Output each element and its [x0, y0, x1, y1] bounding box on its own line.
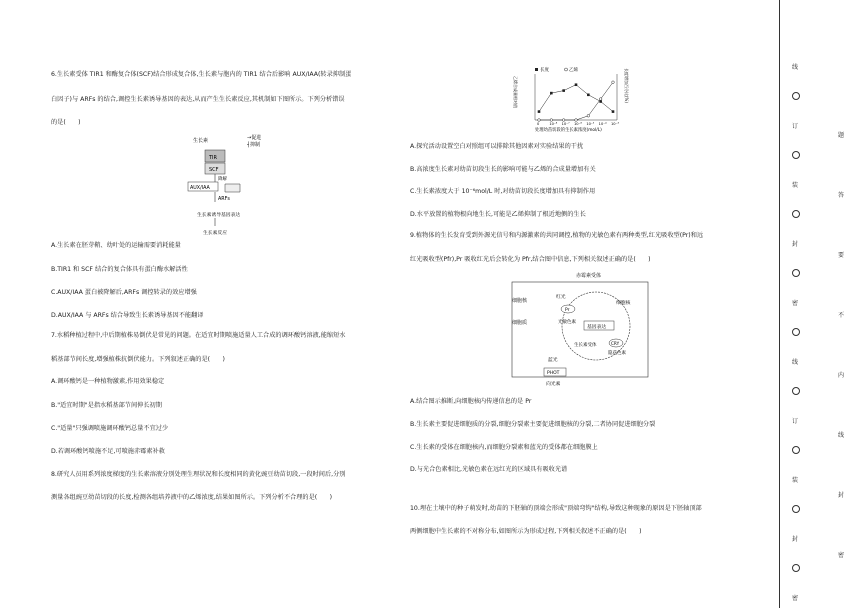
point-length [562, 89, 565, 92]
binding-right-char: 要 [838, 252, 845, 259]
y-label-right: 长度增加百分比(%) [624, 68, 629, 103]
point-length [550, 92, 553, 95]
fig6-auxin: 生长素 [193, 138, 209, 144]
fig6-auxiaa: AUX/IAA [190, 186, 210, 191]
fig9-receptor: 赤霉素受体 [576, 273, 602, 279]
x-tick-label: 10⁻⁵ [586, 122, 595, 126]
binding-hole-icon [792, 564, 800, 572]
q7-option-c: C."适量"只强调喷施调环酸钙总量不宜过少 [51, 425, 169, 432]
binding-hole-icon [792, 446, 800, 454]
y-label-left: 乙烯合成量相对值 [513, 76, 518, 108]
binding-hole-icon [792, 151, 800, 159]
fig9-blue: 蓝光 [548, 358, 558, 363]
q9-option-a: A.结合图示推断,向细胞核内传递信息的是 Pr [410, 398, 532, 405]
binding-char: 装 [792, 182, 799, 189]
point-ethylene [562, 119, 565, 122]
binding-right-char: 密 [838, 552, 845, 559]
q6-option-c: C.AUX/IAA 蛋白被降解后,ARFs 调控转录的效应增强 [51, 289, 197, 296]
q9-option-c: C.生长素的受体在细胞核内,而细胞分裂素和蓝光的受体都在细胞膜上 [410, 444, 598, 451]
fig9-photo: 向光素 [546, 382, 561, 387]
point-length [612, 110, 615, 113]
fig6-decompose: 降解 [218, 177, 227, 182]
fig6-resp: 生长素反应 [203, 231, 227, 236]
binding-hole-icon [792, 269, 800, 277]
q9-option-b: B.生长素主要促进细胞质的分裂,细胞分裂素主要促进细胞核的分裂,二者协同促进细胞分裂 [410, 421, 656, 428]
q8-line1: 8.研究人员用系列浓度梯度的生长素溶液分别处理生理状况和长度相同的黄化豌豆幼苗切段,一段时间后,分别 [51, 471, 346, 478]
x-tick-label: 10⁻⁶ [574, 122, 582, 126]
q8-option-a: A.探究活动设置空白对照组可以排除其他因素对实验结果的干扰 [410, 143, 584, 150]
fig9-pr: Pr [565, 308, 570, 313]
binding-right-char: 线 [838, 432, 845, 439]
q8-option-c: C.生长素浓度大于 10⁻⁶mol/L 时,对幼苗切段长度增加具有抑制作用 [410, 188, 596, 195]
x-tick-label: 10⁻⁴ [598, 122, 607, 126]
fig6-tir: TIR [209, 155, 218, 161]
binding-char: 线 [792, 359, 799, 366]
binding-char: 密 [792, 300, 799, 307]
binding-char: 密 [792, 595, 799, 602]
fig6-promote: →促进 [247, 135, 262, 141]
fig9-pfr: 光敏色素 [558, 320, 576, 325]
legend-ethylene: 乙烯 [569, 68, 578, 73]
fig9-cyto: 细胞质 [512, 320, 528, 326]
q10-line1: 10.埋在土壤中的种子萌发时,幼苗的下胚轴的顶端会形成"顶端弯钩"结构,导致这种现象的原因是下胚轴顶部 [410, 505, 702, 512]
q9-line1: 9.植物体的生长发育受到外源光信号和内源激素的共同调控,植物的光敏色素有两种类型,红光吸收型(Pr)和远 [410, 232, 704, 239]
fig9-cry: CRY [611, 341, 620, 346]
q8-line2: 测量各组豌豆幼苗切段的长度,检测各组培养液中的乙烯浓度,结果如图所示。下列分析不合理的是( ) [51, 494, 333, 501]
q8-option-b: B.高浓度生长素对幼苗切段生长的影响可能与乙烯的合成量增加有关 [410, 166, 596, 173]
q7-option-a: A.调环酸钙是一种植物激素,作用效果稳定 [51, 378, 165, 385]
binding-char: 封 [792, 241, 799, 248]
fig9-cry2: 隐花色素 [608, 351, 626, 356]
binding-char: 封 [792, 536, 799, 543]
q6-option-a: A.生长素在胚芽鞘、幼叶处的运输需要消耗能量 [51, 242, 181, 249]
q9-option-d: D.与光合色素相比,光敏色素在远红光的区域具有吸收光谱 [410, 466, 568, 473]
binding-hole-icon [792, 505, 800, 513]
fig6-gene: 生长素诱导基因表达 [197, 213, 241, 218]
point-ethylene [587, 115, 590, 118]
binding-hole-icon [792, 387, 800, 395]
legend-marker-ethylene [565, 68, 568, 71]
fig9-phot: PHOT [547, 371, 560, 376]
x-tick-label: 10⁻⁷ [561, 122, 570, 126]
point-ethylene [575, 119, 578, 122]
binding-char: 线 [792, 64, 799, 71]
binding-hole-icon [792, 328, 800, 336]
binding-char: 装 [792, 477, 799, 484]
binding-right-char: 答 [838, 192, 845, 199]
point-ethylene [538, 119, 541, 122]
binding-char: 订 [792, 123, 799, 130]
x-tick-label: 10⁻⁸ [549, 122, 558, 126]
fig6-arfs: ARFs [218, 197, 230, 202]
q6-option-b: B.TIR1 和 SCF 结合的复合体具有蛋白酶水解活性 [51, 266, 188, 273]
point-length [575, 83, 578, 86]
fig6-inhibit: ┤抑制 [247, 142, 261, 148]
x-label: 处理幼苗切段的生长素浓度(mol/L) [535, 128, 602, 133]
point-length [587, 94, 590, 97]
point-ethylene [599, 98, 602, 101]
q7-option-b: B."适宜时期"是指水稻基部节间伸长初期 [51, 402, 162, 409]
fig9-cell: 细胞核 [512, 298, 528, 304]
q6-option-d: D.AUX/IAA 与 ARFs 结合导致生长素诱导基因不能翻译 [51, 312, 204, 319]
q7-option-d: D.若调环酸钙喷施不足,可喷施赤霉素补救 [51, 448, 165, 455]
binding-right-char: 内 [838, 372, 845, 379]
q10-line2: 两侧细胞中生长素的不对称分布,如图所示为形成过程,下列相关叙述不正确的是( ) [410, 528, 642, 535]
x-tick-label: 10⁻³ [611, 122, 619, 126]
binding-hole-icon [792, 210, 800, 218]
fig6-scf: SCF [209, 167, 219, 173]
x-tick-label: 0 [537, 122, 540, 126]
point-length [538, 110, 541, 113]
point-ethylene [550, 119, 553, 122]
q7-line2: 稻基部节间长度,增强植株抗倒伏能力。下列叙述正确的是( ) [51, 356, 225, 363]
binding-char: 订 [792, 418, 799, 425]
q9-line2: 红光吸收型(Pfr),Pr 吸收红光后会转化为 Pfr,结合图中信息,下列相关叙述正确的是( ) [410, 256, 651, 263]
binding-line [779, 0, 780, 608]
binding-right-char: 封 [838, 492, 845, 499]
q7-line1: 7.水稻种植过程中,中后期植株易倒伏是常见的问题。在适宜时期喷施适量人工合成的调环酸钙溶液,能缩短水 [51, 332, 346, 339]
q6-line3: 的是( ) [51, 119, 81, 126]
q6-figure [185, 130, 275, 240]
fig9-red: 红光 [556, 295, 566, 300]
q9-figure [508, 268, 653, 390]
q6-line1: 6.生长素受体 TIR1 和酶复合体(SCF)结合形成复合体,生长素与胞内的 TIR1 结合后影响 AUX/IAA(转录抑制蛋 [51, 71, 352, 78]
q8-chart [505, 62, 655, 134]
binding-hole-icon [792, 92, 800, 100]
binding-right-char: 题 [838, 132, 845, 139]
fig9-nucleus: 细胞核 [616, 301, 631, 306]
fig9-gr: 生长素受体 [574, 343, 597, 348]
q8-option-d: D.水平放置的植物根向地生长,可能是乙烯抑制了根近地侧的生长 [410, 211, 586, 218]
binding-right-char: 不 [838, 312, 845, 319]
point-ethylene [612, 81, 615, 84]
fig9-gene: 基因表达 [587, 325, 607, 330]
q6-line2: 白因子)与 ARFs 的结合,调控生长素诱导基因的表达,从而产生生长素反应,其机制如下图所示。下列分析错误 [51, 96, 345, 103]
legend-length: 长度 [540, 68, 549, 73]
legend-marker-length [535, 68, 538, 71]
